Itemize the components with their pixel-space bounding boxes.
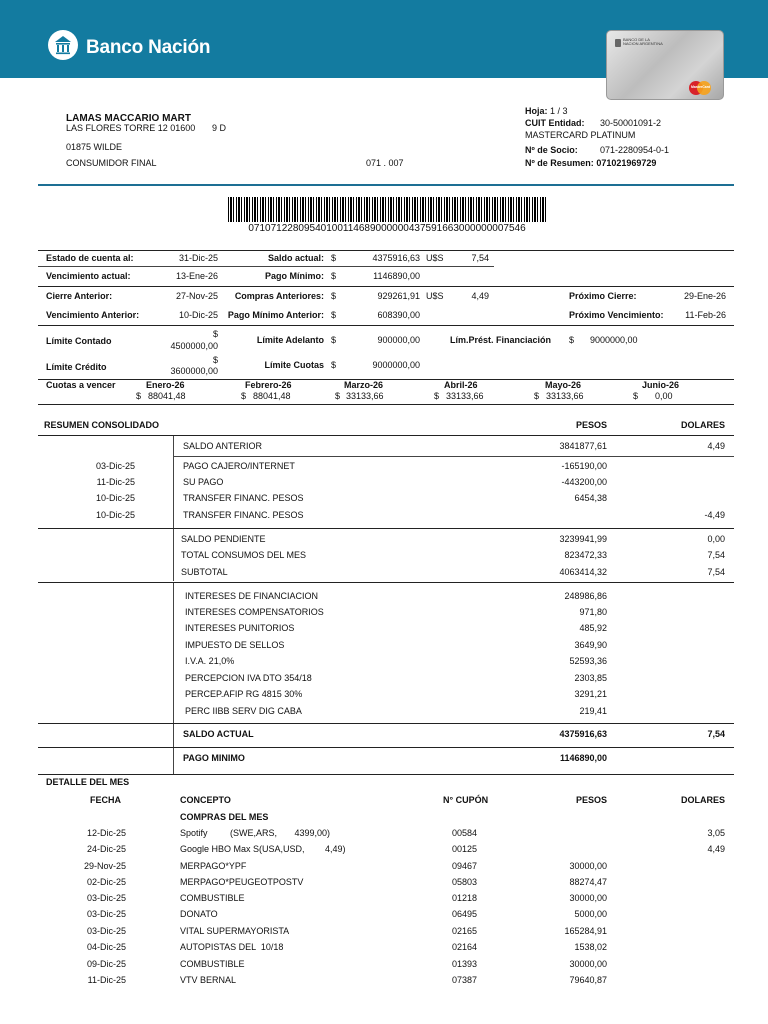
limite-credito-value: 3600000,00 xyxy=(170,366,218,376)
row-concept: MERPAGO*YPF xyxy=(180,861,247,871)
total-usd: 7,54 xyxy=(707,550,725,560)
row-concept: AUTOPISTAS DEL 10/18 xyxy=(180,942,284,952)
pago-minimo-currency: $ xyxy=(331,271,337,281)
total-usd: 0,00 xyxy=(707,534,725,544)
cuota-value: 33133,66 xyxy=(446,391,484,401)
resumen-number-label: Nº de Resumen: xyxy=(525,158,594,168)
row-pesos: 79640,87 xyxy=(569,975,607,985)
cuota-currency: $ xyxy=(534,391,540,401)
row-date: 02-Dic-25 xyxy=(86,877,126,887)
charge-label: I.V.A. 21,0% xyxy=(185,656,235,666)
saldo-anterior-pesos: 3841877,61 xyxy=(559,441,607,451)
limite-credito-currency: $ xyxy=(212,355,218,365)
resumen-col-pesos: PESOS xyxy=(575,420,607,430)
saldo-actual-rule xyxy=(38,747,734,748)
row-date: 24-Dic-25 xyxy=(86,844,126,854)
socio-label: Nº de Socio: xyxy=(525,145,578,155)
cuotas-top-rule xyxy=(38,379,734,380)
movement-concept: TRANSFER FINANC. PESOS xyxy=(183,493,304,503)
cuota-value: 88041,48 xyxy=(148,391,186,401)
cuota-month: Abril-26 xyxy=(444,380,478,390)
resumen-header-rule xyxy=(38,435,734,436)
barcode-number: 07107122809540100114689000000437591663000000007546 xyxy=(248,223,526,234)
total-pesos: 4063414,32 xyxy=(559,567,607,577)
charge-pesos: 3649,90 xyxy=(574,640,607,650)
customer-address-unit: 9 D xyxy=(212,123,227,133)
compras-anteriores-currency: $ xyxy=(331,291,337,301)
saldo-actual-total-usd: 7,54 xyxy=(707,729,725,739)
row-pesos: 1538,02 xyxy=(574,942,607,952)
movement-concept: TRANSFER FINANC. PESOS xyxy=(183,510,304,520)
row-date: 03-Dic-25 xyxy=(86,909,126,919)
charge-label: PERC IIBB SERV DIG CABA xyxy=(185,706,302,716)
saldo-actual-total-label: SALDO ACTUAL xyxy=(183,729,254,739)
pago-minimo-value: 1146890,00 xyxy=(373,271,420,281)
row-usd: 3,05 xyxy=(707,828,725,838)
summary-row-rule xyxy=(38,266,494,267)
cuota-value: 88041,48 xyxy=(253,391,291,401)
limite-adelanto-label: Límite Adelanto xyxy=(256,335,324,345)
total-pesos: 3239941,99 xyxy=(559,534,607,544)
movement-usd: -4,49 xyxy=(704,510,725,520)
row-concept: Google HBO Max S(USA,USD, xyxy=(180,844,305,854)
card-product: MASTERCARD PLATINUM xyxy=(525,130,636,140)
row-concept: COMBUSTIBLE xyxy=(180,893,245,903)
resumen-number-value: 071021969729 xyxy=(596,158,657,168)
charge-label: PERCEP.AFIP RG 4815 30% xyxy=(185,689,303,699)
saldo-actual-pesos: 4375916,63 xyxy=(372,253,420,263)
resumen-number-row xyxy=(525,159,656,168)
movement-date: 10-Dic-25 xyxy=(95,510,135,520)
cuotas-label: Cuotas a vencer xyxy=(46,380,116,390)
limite-cuotas-label: Límite Cuotas xyxy=(264,360,324,370)
limits-top-rule xyxy=(38,325,734,326)
row-concept-detail: 4,49) xyxy=(325,844,346,854)
movement-concept: SU PAGO xyxy=(183,477,224,487)
movement-pesos: -165190,00 xyxy=(561,461,607,471)
cuota-currency: $ xyxy=(633,391,639,401)
saldo-actual-currency: $ xyxy=(331,253,337,263)
row-cupon: 07387 xyxy=(452,975,478,985)
proximo-cierre-label: Próximo Cierre: xyxy=(569,291,637,301)
movement-date: 03-Dic-25 xyxy=(95,461,135,471)
cierre-anterior-label: Cierre Anterior: xyxy=(46,291,113,301)
detalle-col-cupon: N° CUPÓN xyxy=(443,795,489,805)
row-usd: 4,49 xyxy=(707,844,725,854)
charge-label: PERCEPCION IVA DTO 354/18 xyxy=(185,673,312,683)
cuota-month: Febrero-26 xyxy=(245,380,292,390)
movement-date: 10-Dic-25 xyxy=(95,493,135,503)
cuotas-bottom-rule xyxy=(38,404,734,405)
cuota-month: Marzo-26 xyxy=(344,380,384,390)
estado-value: 31-Dic-25 xyxy=(178,253,218,263)
pago-minimo-anterior-label: Pago Mínimo Anterior: xyxy=(227,310,324,320)
row-cupon: 00125 xyxy=(452,844,478,854)
detalle-title: DETALLE DEL MES xyxy=(46,777,130,787)
resumen-concept-divider xyxy=(173,436,174,528)
charge-label: INTERESES DE FINANCIACION xyxy=(185,591,319,601)
bank-name: Banco Nación xyxy=(86,37,211,58)
charge-pesos: 52593,36 xyxy=(569,656,607,666)
row-date: 09-Dic-25 xyxy=(86,959,126,969)
saldo-actual-usd: 7,54 xyxy=(471,253,489,263)
card-bank-text: BANCO DE LA NACION ARGENTINA xyxy=(623,37,663,46)
estado-label: Estado de cuenta al: xyxy=(46,253,134,263)
pago-minimo-label: Pago Mínimo: xyxy=(265,271,324,281)
lim-prest-financiacion-label: Lím.Prést. Financiación xyxy=(450,335,552,345)
cuit-label: CUIT Entidad: xyxy=(525,118,585,128)
row-cupon: 00584 xyxy=(452,828,478,838)
limite-contado-label: Límite Contado xyxy=(46,336,112,346)
limite-cuotas-value: 9000000,00 xyxy=(372,360,420,370)
row-cupon: 01218 xyxy=(452,893,478,903)
saldo-actual-usd-currency: U$S xyxy=(426,253,444,263)
row-pesos: 165284,91 xyxy=(564,926,607,936)
limite-contado-currency: $ xyxy=(212,329,218,339)
row-cupon: 06495 xyxy=(452,909,478,919)
pago-minimo-anterior-value: 608390,00 xyxy=(377,310,420,320)
bank-logo-icon xyxy=(48,30,78,60)
branch-code: 071 . 007 xyxy=(366,158,404,168)
cuota-currency: $ xyxy=(434,391,440,401)
row-date: 12-Dic-25 xyxy=(86,828,126,838)
row-date: 03-Dic-25 xyxy=(86,893,126,903)
proximo-cierre-value: 29-Ene-26 xyxy=(683,291,726,301)
proximo-vencimiento-value: 11-Feb-26 xyxy=(685,310,726,320)
lim-prest-financiacion-value: 9000000,00 xyxy=(590,335,638,345)
hoja-label: Hoja: xyxy=(525,106,548,116)
saldo-actual-divider xyxy=(173,724,174,774)
movement-pesos: -443200,00 xyxy=(561,477,607,487)
card-brand-label: MasterCard xyxy=(691,85,711,89)
cuota-value: 0,00 xyxy=(655,391,673,401)
total-label: SALDO PENDIENTE xyxy=(181,534,266,544)
total-label: TOTAL CONSUMOS DEL MES xyxy=(181,550,307,560)
summary-mid-rule xyxy=(38,286,734,287)
charges-concept-divider xyxy=(173,583,174,723)
row-pesos: 88274,47 xyxy=(569,877,607,887)
cuit-value: 30-50001091-2 xyxy=(600,118,662,128)
charge-label: IMPUESTO DE SELLOS xyxy=(185,640,285,650)
row-cupon: 05803 xyxy=(452,877,478,887)
proximo-vencimiento-label: Próximo Vencimiento: xyxy=(569,310,664,320)
row-date: 11-Dic-25 xyxy=(87,975,126,985)
hoja-value: 1 / 3 xyxy=(550,106,568,116)
pago-minimo-anterior-currency: $ xyxy=(331,310,337,320)
charge-pesos: 248986,86 xyxy=(564,591,607,601)
row-pesos: 30000,00 xyxy=(569,893,607,903)
row-cupon: 09467 xyxy=(452,861,478,871)
cuota-currency: $ xyxy=(241,391,247,401)
socio-value: 071-2280954-0-1 xyxy=(600,145,670,155)
row-pesos: 30000,00 xyxy=(569,861,607,871)
cuota-month: Mayo-26 xyxy=(545,380,582,390)
row-date: 29-Nov-25 xyxy=(83,861,126,871)
cuota-value: 33133,66 xyxy=(546,391,584,401)
customer-locality: 01875 WILDE xyxy=(66,142,123,152)
row-concept: MERPAGO*PEUGEOTPOSTV xyxy=(180,877,304,887)
row-cupon: 02165 xyxy=(452,926,478,936)
row-concept: VITAL SUPERMAYORISTA xyxy=(180,926,290,936)
charge-pesos: 3291,21 xyxy=(574,689,607,699)
row-concept: Spotify xyxy=(180,828,208,838)
payment-barcode xyxy=(228,197,546,222)
row-cupon: 02164 xyxy=(452,942,478,952)
saldo-anterior-usd: 4,49 xyxy=(707,441,725,451)
customer-address: LAS FLORES TORRE 12 01600 xyxy=(66,123,196,133)
movement-pesos: 6454,38 xyxy=(574,493,607,503)
lim-prest-financiacion-currency: $ xyxy=(569,335,575,345)
cuota-currency: $ xyxy=(136,391,142,401)
charge-pesos: 2303,85 xyxy=(574,673,607,683)
header-divider xyxy=(38,184,734,186)
pago-minimo-total-label: PAGO MINIMO xyxy=(183,753,245,763)
charge-pesos: 971,80 xyxy=(579,607,607,617)
compras-anteriores-label: Compras Anteriores: xyxy=(234,291,324,301)
saldo-actual-label: Saldo actual: xyxy=(267,253,324,263)
cuota-month: Enero-26 xyxy=(146,380,185,390)
charge-pesos: 219,41 xyxy=(579,706,607,716)
total-label: SUBTOTAL xyxy=(181,567,228,577)
total-pesos: 823472,33 xyxy=(564,550,607,560)
pago-minimo-rule xyxy=(38,774,734,775)
vencimiento-value: 13-Ene-26 xyxy=(175,271,218,281)
hoja-row xyxy=(525,107,568,116)
saldo-anterior-label: SALDO ANTERIOR xyxy=(183,441,263,451)
detalle-subtitle: COMPRAS DEL MES xyxy=(180,812,269,822)
customer-name: LAMAS MACCARIO MART xyxy=(66,113,191,124)
customer-tax-status: CONSUMIDOR FINAL xyxy=(66,158,157,168)
row-concept-detail: (SWE,ARS, 4399,00) xyxy=(230,828,331,838)
charge-pesos: 485,92 xyxy=(579,623,607,633)
mastercard-logo-icon xyxy=(689,81,711,95)
totals-bottom-rule xyxy=(38,582,734,583)
movements-bottom-rule xyxy=(38,528,734,529)
compras-anteriores-usd: 4,49 xyxy=(471,291,489,301)
detalle-col-fecha: FECHA xyxy=(90,795,121,805)
vencimiento-anterior-label: Vencimiento Anterior: xyxy=(46,310,140,320)
compras-anteriores-pesos: 929261,91 xyxy=(377,291,420,301)
cuota-value: 33133,66 xyxy=(346,391,384,401)
vencimiento-label: Vencimiento actual: xyxy=(46,271,131,281)
detalle-col-dolares: DOLARES xyxy=(680,795,725,805)
movement-date: 11-Dic-25 xyxy=(96,477,135,487)
limite-credito-label: Límite Crédito xyxy=(46,362,107,372)
saldo-anterior-rule xyxy=(173,456,734,457)
row-cupon: 01393 xyxy=(452,959,478,969)
row-concept: DONATO xyxy=(180,909,218,919)
cuota-month: Junio-26 xyxy=(642,380,680,390)
pago-minimo-total-pesos: 1146890,00 xyxy=(559,753,607,763)
saldo-actual-total-pesos: 4375916,63 xyxy=(559,729,607,739)
resumen-title: RESUMEN CONSOLIDADO xyxy=(44,420,160,430)
row-pesos: 30000,00 xyxy=(569,959,607,969)
detalle-col-concepto: CONCEPTO xyxy=(180,795,231,805)
summary-top-rule xyxy=(38,250,734,251)
charge-label: INTERESES PUNITORIOS xyxy=(185,623,295,633)
limite-adelanto-currency: $ xyxy=(331,335,337,345)
limite-adelanto-value: 900000,00 xyxy=(377,335,420,345)
row-date: 03-Dic-25 xyxy=(86,926,126,936)
limite-contado-value: 4500000,00 xyxy=(170,341,218,351)
charge-label: INTERESES COMPENSATORIOS xyxy=(185,607,324,617)
total-usd: 7,54 xyxy=(707,567,725,577)
row-concept: COMBUSTIBLE xyxy=(180,959,245,969)
card-chip-icon xyxy=(615,39,621,47)
cuota-currency: $ xyxy=(335,391,341,401)
movement-concept: PAGO CAJERO/INTERNET xyxy=(183,461,295,471)
cierre-anterior-value: 27-Nov-25 xyxy=(175,291,218,301)
detalle-col-pesos: PESOS xyxy=(575,795,607,805)
credit-card-image xyxy=(606,30,724,100)
vencimiento-anterior-value: 10-Dic-25 xyxy=(178,310,218,320)
compras-anteriores-usd-currency: U$S xyxy=(426,291,444,301)
row-date: 04-Dic-25 xyxy=(86,942,126,952)
resumen-col-dolares: DOLARES xyxy=(680,420,725,430)
row-concept: VTV BERNAL xyxy=(180,975,237,985)
charges-bottom-rule xyxy=(38,723,734,724)
row-pesos: 5000,00 xyxy=(574,909,607,919)
limite-cuotas-currency: $ xyxy=(331,360,337,370)
totals-concept-divider xyxy=(173,529,174,581)
